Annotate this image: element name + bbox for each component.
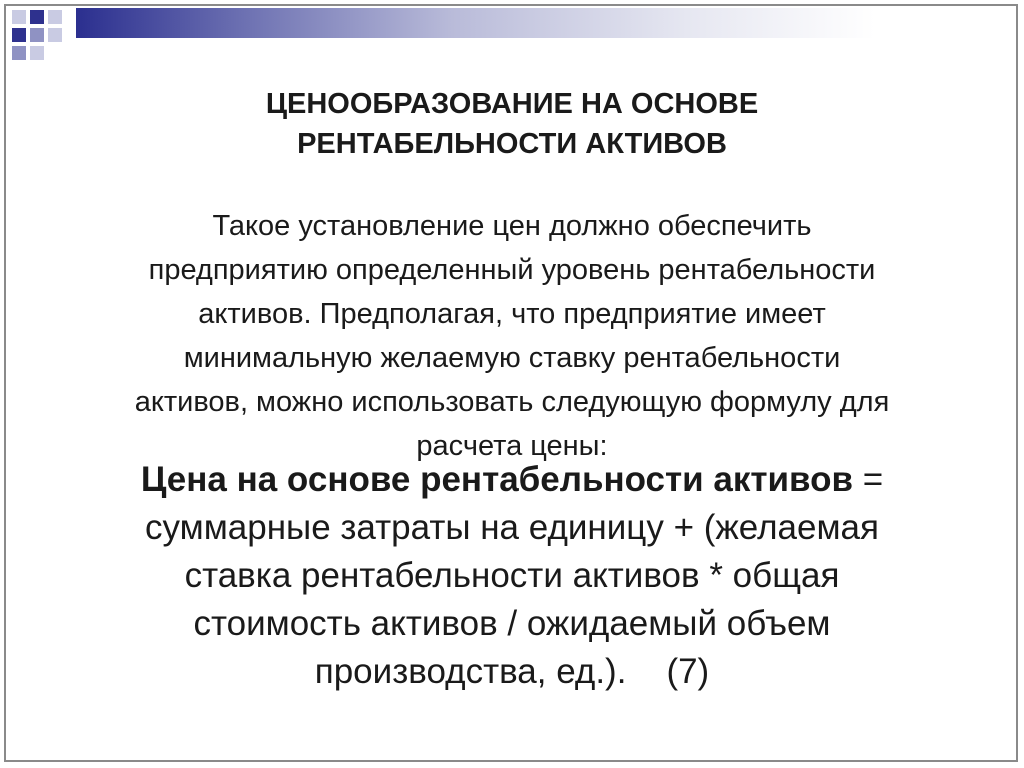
formula-equals: =	[853, 460, 884, 499]
decor-square	[30, 10, 44, 24]
body-paragraph	[60, 204, 964, 468]
body-line: активов. Предполагая, что предприятие имеет	[198, 298, 826, 330]
body-line: Такое установление цен должно обеспечить	[212, 210, 812, 242]
formula-line: ставка рентабельности активов * общая	[184, 556, 840, 595]
decor-square	[30, 28, 44, 42]
equation-number: (7)	[666, 652, 710, 691]
decor-square	[48, 28, 62, 42]
slide-title	[0, 84, 1024, 164]
slide-title-line: ЦЕНООБРАЗОВАНИЕ НА ОСНОВЕ	[265, 88, 759, 120]
body-line: минимальную желаемую ставку рентабельности	[183, 342, 841, 374]
decor-square	[30, 46, 44, 60]
formula-line-last	[60, 648, 964, 696]
body-line: расчета цены:	[416, 430, 608, 462]
decor-square	[12, 46, 26, 60]
slide-title-line: РЕНТАБЕЛЬНОСТИ АКТИВОВ	[297, 128, 727, 160]
header-gradient-bar	[76, 8, 1016, 38]
formula-line: суммарные затраты на единицу + (желаемая	[145, 508, 879, 547]
decor-square	[12, 28, 26, 42]
formula-line-1	[60, 456, 964, 504]
body-line: активов, можно использовать следующую формулу для	[134, 386, 890, 418]
decor-square	[12, 10, 26, 24]
formula-bold-term: Цена на основе рентабельности активов	[140, 460, 853, 499]
body-line: предприятию определенный уровень рентабельности	[148, 254, 876, 286]
formula-line: стоимость активов / ожидаемый объем	[193, 604, 831, 643]
formula-line: производства, ед.).	[314, 652, 627, 691]
price-formula	[60, 456, 964, 696]
decor-square	[48, 10, 62, 24]
